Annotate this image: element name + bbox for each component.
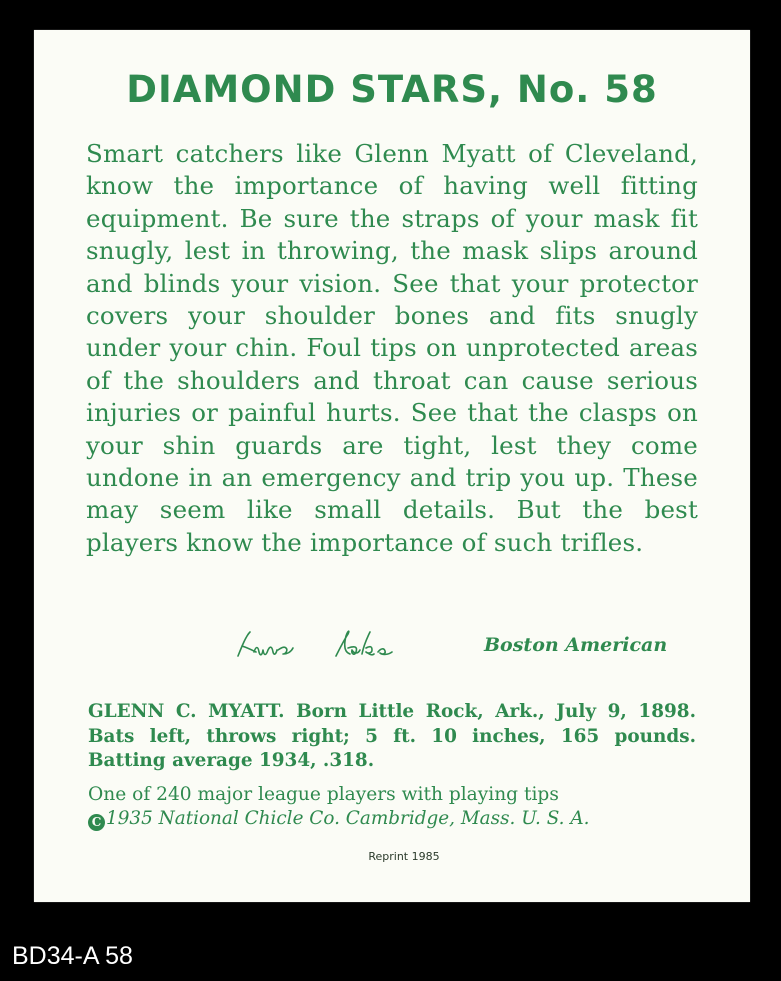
copyright-line [88, 808, 698, 831]
copyright-text: 1935 National Chicle Co. Cambridge, Mass. U. S. A. [106, 808, 590, 829]
card-title: DIAMOND STARS, No. 58 [126, 68, 658, 111]
reprint-note: Reprint 1985 [368, 850, 440, 863]
trading-card-back [34, 30, 750, 902]
signature-affiliation: Boston American [484, 634, 668, 656]
author-signature [232, 626, 412, 664]
catalog-label: BD34-A 58 [12, 942, 133, 970]
card-content [86, 68, 698, 559]
player-bio: GLENN C. MYATT. Born Little Rock, Ark., July 9, 1898. Bats left, throws right; 5 ft. 10 inches, 165 pounds. Batting average 1934, .318. [88, 701, 696, 771]
signature-row [232, 626, 672, 666]
copyright-icon: C [88, 814, 105, 831]
playing-tip-text: Smart catchers like Glenn Myatt of Cleveland, know the importance of having well fitting equipment. Be sure the straps of your mask fit snugly, lest in throwing, the mask slips around and blinds your vision. See that your protector covers your shoulder bones and fits snugly under your chin. Foul tips on unprotected areas of the shoulders and throat can cause serious injuries or painful hurts. See that the clasps on your shin guards are tight, lest they come undone in an emergency and trip you up. These may seem like small details. But the best players know the importance of such trifles. [86, 139, 698, 557]
series-tips-line: One of 240 major league players with playing tips [88, 784, 559, 805]
